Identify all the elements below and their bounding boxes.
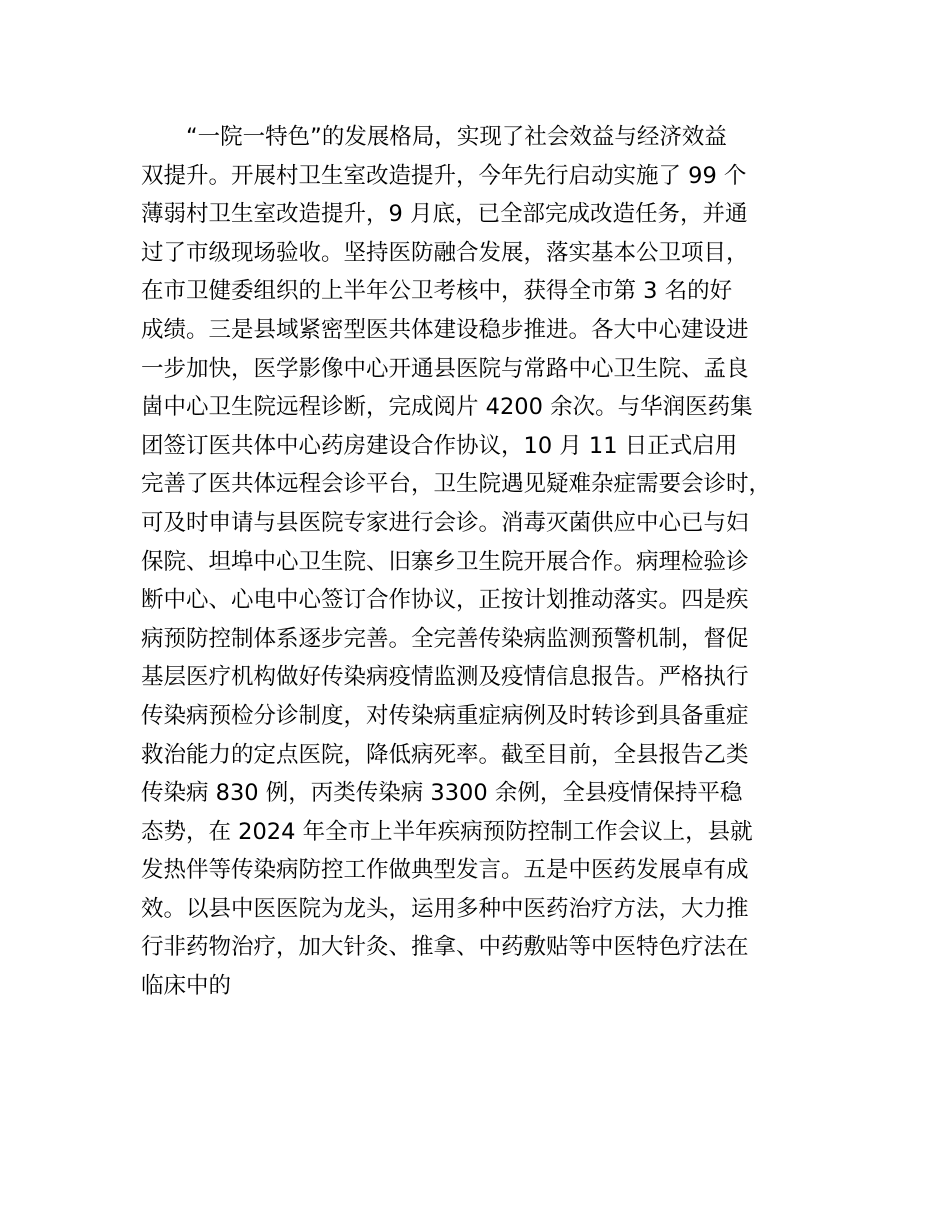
text-line: 断中心、心电中心签订合作协议，正按计划推动落实。四是疾 bbox=[141, 587, 749, 614]
text-line: 临床中的 bbox=[141, 973, 232, 1000]
text-line: 团签订医共体中心药房建设合作协议，10 月 11 日正式启用 bbox=[141, 432, 738, 459]
text-line: 一步加快，医学影像中心开通县医院与常路中心卫生院、孟良 bbox=[141, 355, 749, 382]
text-line: 传染病 830 例，丙类传染病 3300 余例，全县疫情保持平稳 bbox=[141, 780, 743, 807]
text-line: 基层医疗机构做好传染病疫情监测及疫情信息报告。严格执行 bbox=[141, 664, 749, 691]
text-line: 态势，在 2024 年全市上半年疾病预防控制工作会议上，县就 bbox=[141, 818, 753, 845]
text-line: 病预防控制体系逐步完善。全完善传染病监测预警机制，督促 bbox=[141, 625, 749, 652]
text-line: 崮中心卫生院远程诊断，完成阅片 4200 余次。与华润医药集 bbox=[141, 394, 753, 421]
text-line: 发热伴等传染病防控工作做典型发言。五是中医药发展卓有成 bbox=[141, 857, 749, 884]
text-line: 双提升。开展村卫生室改造提升，今年先行启动实施了 99 个 bbox=[141, 162, 747, 189]
text-line: 效。以县中医医院为龙头，运用多种中医药治疗方法，大力推 bbox=[141, 895, 749, 922]
text-line: 完善了医共体远程会诊平台，卫生院遇见疑难杂症需要会诊时， bbox=[141, 471, 772, 498]
text-line: “一院一特色”的发展格局，实现了社会效益与经济效益 bbox=[186, 124, 727, 150]
text-line: 过了市级现场验收。坚持医防融合发展，落实基本公卫项目， bbox=[141, 239, 749, 266]
text-line: 在市卫健委组织的上半年公卫考核中，获得全市第 3 名的好 bbox=[141, 278, 733, 305]
text-line: 传染病预检分诊制度，对传染病重症病例及时转诊到具备重症 bbox=[141, 702, 749, 729]
text-line: 可及时申请与县医院专家进行会诊。消毒灭菌供应中心已与妇 bbox=[141, 509, 749, 536]
body-paragraph bbox=[141, 118, 841, 1006]
text-line: 成绩。三是县域紧密型医共体建设稳步推进。各大中心建设进 bbox=[141, 316, 749, 343]
text-line: 救治能力的定点医院，降低病死率。截至目前，全县报告乙类 bbox=[141, 741, 749, 768]
text-line: 行非药物治疗，加大针灸、推拿、中药敷贴等中医特色疗法在 bbox=[141, 934, 749, 961]
text-line: 薄弱村卫生室改造提升，9 月底，已全部完成改造任务，并通 bbox=[141, 201, 748, 228]
text-line: 保院、坦埠中心卫生院、旧寨乡卫生院开展合作。病理检验诊 bbox=[141, 548, 749, 575]
